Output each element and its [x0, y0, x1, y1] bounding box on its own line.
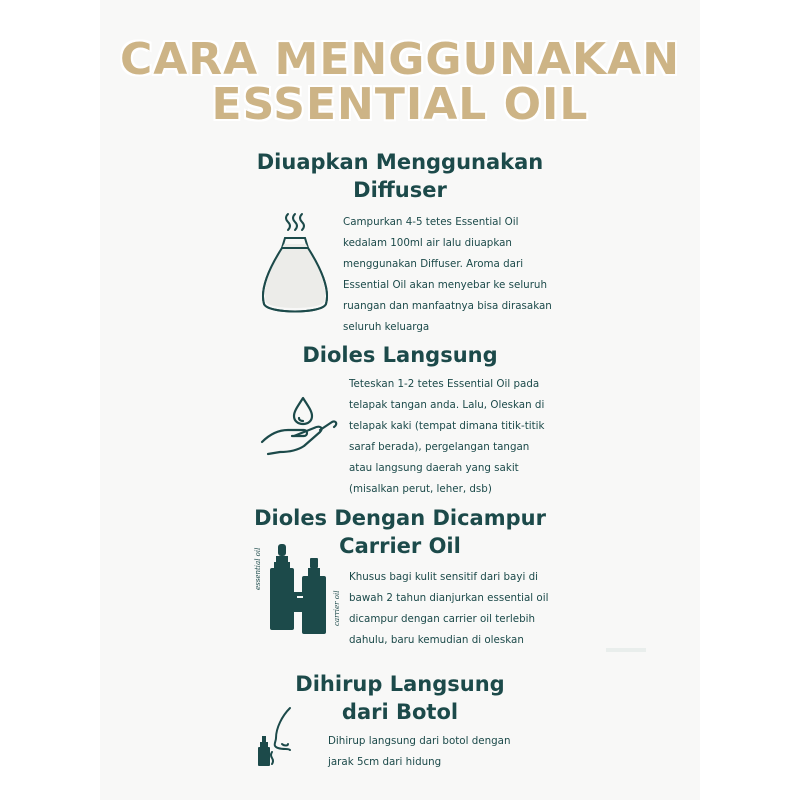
section-text-diffuser: Campurkan 4-5 tetes Essential Oil kedalam 100ml air lalu diuapkan menggunakan Diffuser. Aroma dari Essential Oil akan menyebar ke seluruh ruangan dan manfaatnya bisa dirasakan seluruh keluarga	[343, 216, 552, 333]
page-title-line1: CARA MENGGUNAKAN	[119, 34, 681, 85]
section-heading-dioles-langsung: Dioles Langsung	[302, 343, 498, 367]
section-heading-carrier-line2: Carrier Oil	[339, 534, 461, 558]
section-heading-diffuser-line1: Diuapkan Menggunakan	[256, 150, 544, 174]
section-text-dihirup: Dihirup langsung dari botol dengan jarak 5cm dari hidung	[328, 735, 511, 768]
nose-bottle-icon	[254, 706, 300, 768]
diffuser-icon	[258, 210, 332, 320]
bottles-icon	[256, 540, 336, 636]
section-text-dioles-langsung: Teteskan 1-2 tetes Essential Oil pada telapak tangan anda. Lalu, Oleskan di telapak kaki (tempat dimana titik-titik saraf berada), pergelangan tangan atau langsung daerah yang sakit (misalkan perut, leher, dsb)	[349, 378, 545, 495]
page-title-line2: ESSENTIAL OIL	[211, 79, 589, 130]
section-text-carrier: Khusus bagi kulit sensitif dari bayi di bawah 2 tahun dianjurkan essential oil dicampur dengan carrier oil terlebih dahulu, baru kemudian di oleskan	[349, 571, 549, 646]
section-heading-diffuser-line2: Diffuser	[353, 178, 447, 202]
section-heading-dihirup-line1: Dihirup Langsung	[295, 672, 505, 696]
bottle-label-carrier-oil-graphic: carrier oil	[333, 590, 341, 626]
bottle-label-essential-oil-graphic: essential oil	[254, 547, 262, 590]
section-heading-dihirup-line2: dari Botol	[341, 700, 459, 724]
divider-line	[606, 648, 646, 652]
hand-drop-icon	[258, 392, 340, 462]
section-heading-carrier-line1: Dioles Dengan Dicampur	[254, 506, 546, 530]
